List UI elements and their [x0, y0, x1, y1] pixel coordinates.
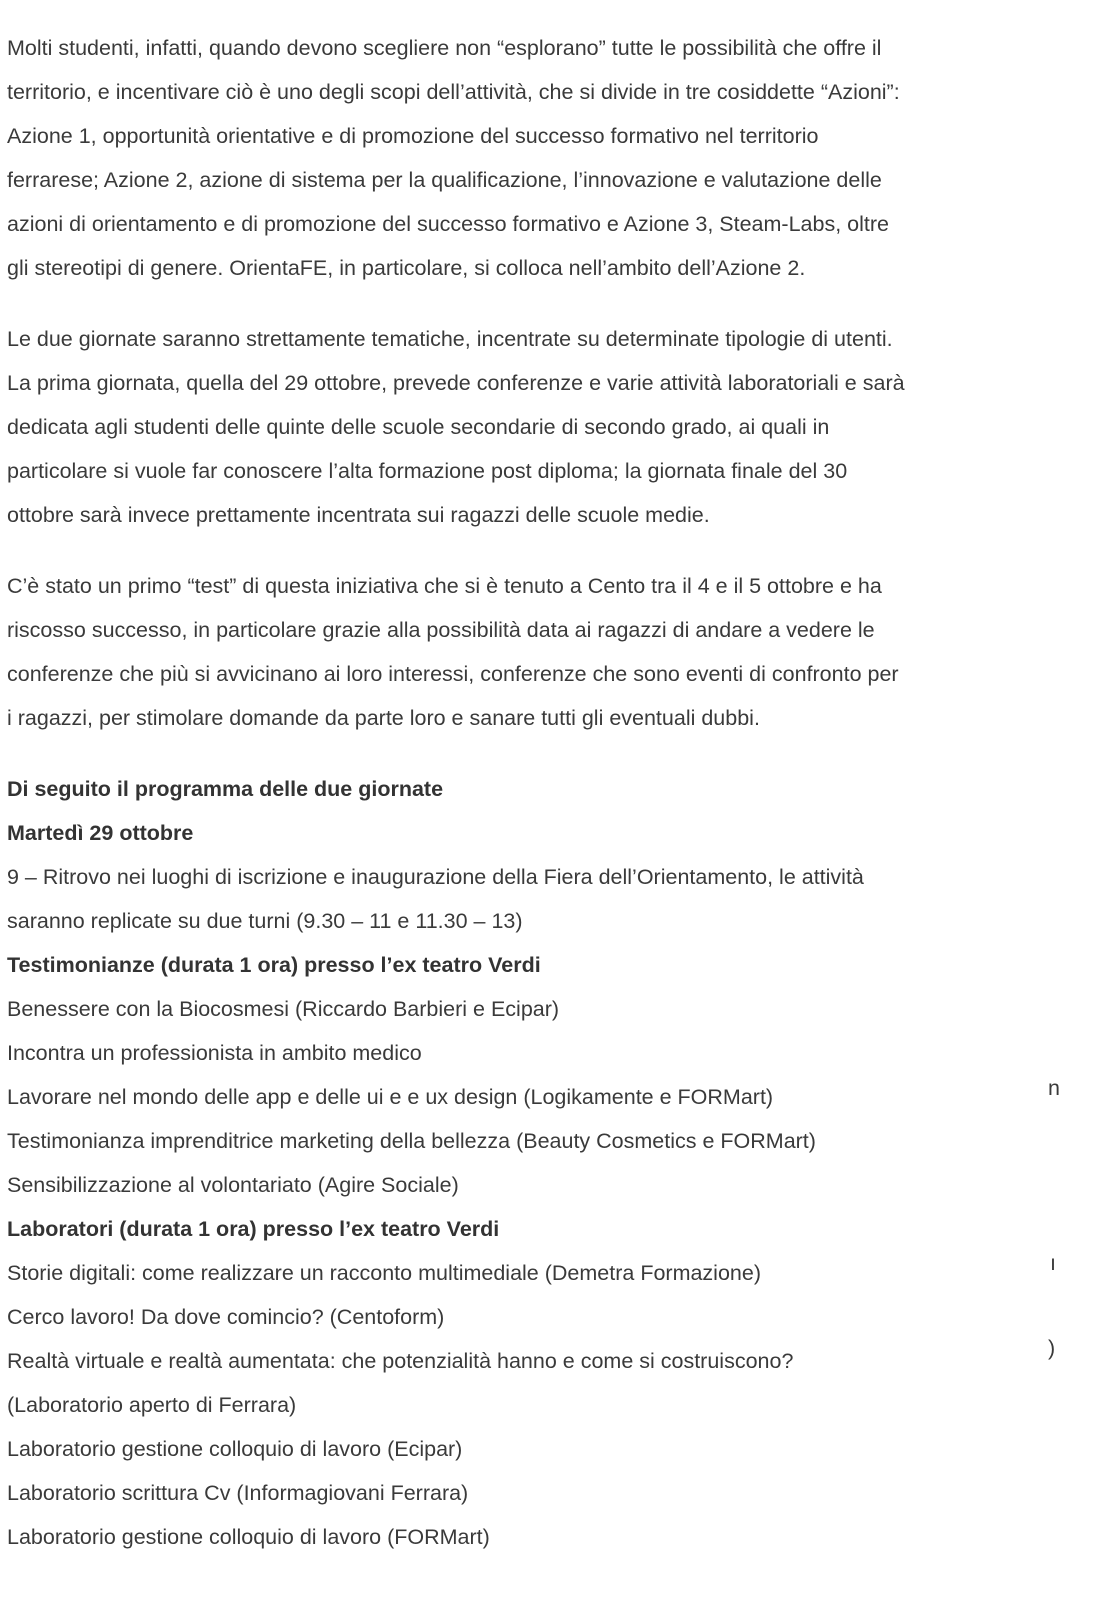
program-section: [7, 767, 1067, 1559]
text-line: C’è stato un primo “test” di questa iniziativa che si è tenuto a Cento tra il 4 e il 5 ottobre e ha: [7, 574, 882, 598]
clipped-edge-fragment: ): [1048, 1336, 1056, 1360]
laboratorio-item: Laboratorio gestione colloquio di lavoro (FORMart): [7, 1525, 490, 1549]
paragraph-test-cento: [7, 564, 1067, 740]
testimonianza-item: Lavorare nel mondo delle app e delle ui e e ux design (Logikamente e FORMart): [7, 1085, 774, 1109]
testimonianze-heading: Testimonianze (durata 1 ora) presso l’ex teatro Verdi: [7, 953, 541, 977]
program-intro-line: saranno replicate su due turni (9.30 – 11 e 11.30 – 13): [7, 909, 523, 933]
laboratorio-item: (Laboratorio aperto di Ferrara): [7, 1393, 297, 1417]
text-line: ottobre sarà invece prettamente incentrata sui ragazzi delle scuole medie.: [7, 503, 710, 527]
testimonianza-item: Testimonianza imprenditrice marketing della bellezza (Beauty Cosmetics e FORMart): [7, 1129, 816, 1153]
text-line: i ragazzi, per stimolare domande da parte loro e sanare tutti gli eventuali dubbi.: [7, 706, 760, 730]
laboratorio-item: Laboratorio gestione colloquio di lavoro (Ecipar): [7, 1437, 463, 1461]
paragraph-azioni: [7, 26, 1067, 290]
text-line: riscosso successo, in particolare grazie alla possibilità data ai ragazzi di andare a vedere le: [7, 618, 875, 642]
text-line: particolare si vuole far conoscere l’alta formazione post diploma; la giornata finale del 30: [7, 459, 848, 483]
program-heading: Di seguito il programma delle due giornate: [7, 777, 444, 801]
text-line: Azione 1, opportunità orientative e di promozione del successo formativo nel territorio: [7, 124, 819, 148]
laboratorio-item: Cerco lavoro! Da dove comincio? (Centoform): [7, 1305, 445, 1329]
text-line: ferrarese; Azione 2, azione di sistema per la qualificazione, l’innovazione e valutazione delle: [7, 168, 882, 192]
laboratorio-item: Realtà virtuale e realtà aumentata: che potenzialità hanno e come si costruiscono?: [7, 1349, 794, 1373]
text-line: azioni di orientamento e di promozione del successo formativo e Azione 3, Steam-Labs, oltre: [7, 212, 889, 236]
clipped-edge-fragment: n: [1048, 1076, 1060, 1100]
text-line: Molti studenti, infatti, quando devono scegliere non “esplorano” tutte le possibilità che offre il: [7, 36, 882, 60]
testimonianza-item: Benessere con la Biocosmesi (Riccardo Barbieri e Ecipar): [7, 997, 560, 1021]
paragraph-giornate: [7, 317, 1067, 537]
text-line: Le due giornate saranno strettamente tematiche, incentrate su determinate tipologie di utenti.: [7, 327, 893, 351]
laboratorio-item: Laboratorio scrittura Cv (Informagiovani Ferrara): [7, 1481, 469, 1505]
text-line: dedicata agli studenti delle quinte delle scuole secondarie di secondo grado, ai quali in: [7, 415, 830, 439]
program-day: Martedì 29 ottobre: [7, 821, 194, 845]
program-intro-line: 9 – Ritrovo nei luoghi di iscrizione e inaugurazione della Fiera dell’Orientamento, le attività: [7, 865, 864, 889]
text-line: territorio, e incentivare ciò è uno degli scopi dell’attività, che si divide in tre cosiddette “Azioni”:: [7, 80, 900, 104]
text-line: conferenze che più si avvicinano ai loro interessi, conferenze che sono eventi di confronto per: [7, 662, 899, 686]
laboratori-heading: Laboratori (durata 1 ora) presso l’ex teatro Verdi: [7, 1217, 500, 1241]
article-body: [7, 26, 1067, 1559]
testimonianza-item: Incontra un professionista in ambito medico: [7, 1041, 422, 1065]
laboratorio-item: Storie digitali: come realizzare un racconto multimediale (Demetra Formazione): [7, 1261, 761, 1285]
text-line: gli stereotipi di genere. OrientaFE, in particolare, si colloca nell’ambito dell’Azione 2.: [7, 256, 806, 280]
testimonianza-item: Sensibilizzazione al volontariato (Agire Sociale): [7, 1173, 459, 1197]
text-line: La prima giornata, quella del 29 ottobre, prevede conferenze e varie attività laboratoriali e sarà: [7, 371, 905, 395]
clipped-edge-fragment: ı: [1050, 1251, 1056, 1275]
